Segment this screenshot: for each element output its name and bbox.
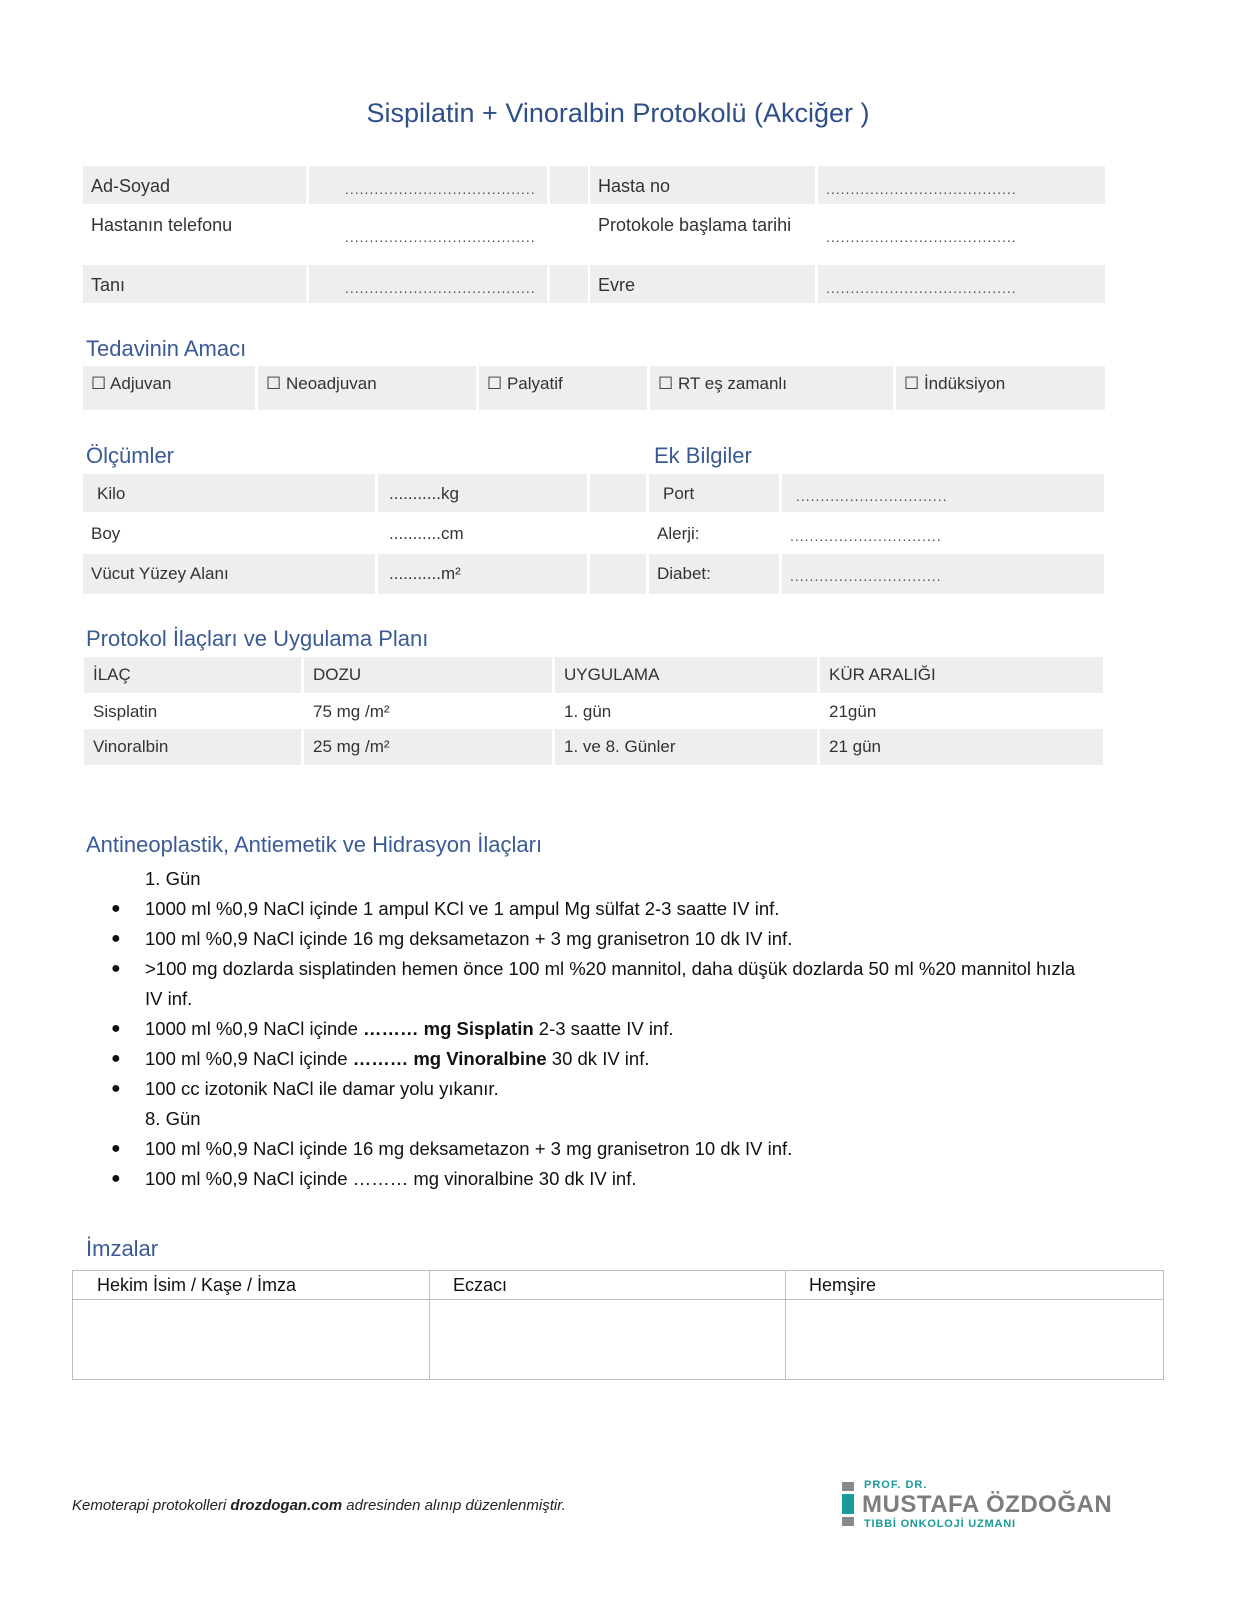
table-cell: 1. gün: [564, 702, 612, 721]
list-item: ● 100 ml %0,9 NaCl içinde ……… mg vinoralbine 30 dk IV inf.: [88, 1164, 1168, 1194]
label-baslama-tarihi: Protokole başlama tarihi: [598, 215, 792, 235]
list-item: ● 100 ml %0,9 NaCl içinde ……… mg Vinoralbine 30 dk IV inf.: [88, 1044, 1168, 1074]
page-title: Sispilatin + Vinoralbin Protokolü (Akciğer ): [366, 98, 870, 128]
checkbox-neoadjuvan[interactable]: ☐ Neoadjuvan: [258, 366, 476, 410]
spacer-cell: [590, 474, 646, 512]
table-cell: Sisplatin: [93, 702, 158, 721]
field-boy[interactable]: ...........cm: [389, 524, 464, 543]
section-title-ilaclar: Antineoplastik, Antiemetik ve Hidrasyon İlaçları: [86, 832, 543, 857]
checkbox-palyatif[interactable]: ☐ Palyatif: [479, 366, 647, 410]
bullet-icon: ●: [111, 1140, 121, 1157]
field-port[interactable]: ...............................: [782, 474, 1104, 512]
signature-box-hemsire[interactable]: [785, 1271, 1163, 1379]
table-cell: 21gün: [829, 702, 877, 721]
field-telefon[interactable]: .......................................: [345, 229, 536, 245]
bullet-icon: ●: [111, 1050, 121, 1067]
signature-table: [72, 1270, 1164, 1380]
logo-prefix: PROF. DR.: [864, 1479, 928, 1491]
label-tani: Tanı: [83, 265, 306, 303]
logo-square-icon: [842, 1482, 854, 1491]
signature-box-eczaci[interactable]: [429, 1271, 786, 1379]
checkbox-rt-es-zamanli[interactable]: ☐ RT eş zamanlı: [650, 366, 893, 410]
spacer-cell: [550, 166, 588, 204]
plan-header-dozu: DOZU: [304, 657, 552, 693]
logo-title: TIBBİ ONKOLOJİ UZMANI: [864, 1518, 1016, 1530]
checkbox-adjuvan[interactable]: ☐ Adjuvan: [83, 366, 255, 410]
list-item: ● 100 ml %0,9 NaCl içinde 16 mg deksametazon + 3 mg granisetron 10 dk IV inf.: [88, 1134, 1168, 1164]
label-diabet: Diabet:: [649, 554, 779, 594]
label-boy: Boy: [91, 524, 121, 543]
section-title-amac: Tedavinin Amacı: [86, 336, 247, 361]
footer-link[interactable]: drozdogan.com: [230, 1497, 343, 1514]
signature-header-hekim: Hekim İsim / Kaşe / İmza: [73, 1271, 429, 1300]
logo-bar-icon: [842, 1494, 854, 1514]
label-evre: Evre: [590, 265, 815, 303]
list-item: ● >100 mg dozlarda sisplatinden hemen önce 100 ml %20 mannitol, daha düşük dozlarda 50 ml %20 mannitol hızla: [88, 954, 1168, 984]
table-cell: 21 gün: [820, 729, 1103, 765]
list-item-day-label: 1. Gün: [145, 868, 201, 889]
list-item-continuation: IV inf.: [145, 988, 193, 1009]
list-item-day-label: 8. Gün: [145, 1108, 201, 1129]
plan-header-uygulama: UYGULAMA: [555, 657, 817, 693]
label-vya: Vücut Yüzey Alanı: [83, 554, 375, 594]
list-item: ● 1000 ml %0,9 NaCl içinde ……… mg Sisplatin 2-3 saatte IV inf.: [88, 1014, 1168, 1044]
table-cell: 25 mg /m²: [304, 729, 552, 765]
bullet-icon: ●: [111, 1170, 121, 1187]
signature-header-hemsire: Hemşire: [785, 1271, 1163, 1300]
list-item: ● 1000 ml %0,9 NaCl içinde 1 ampul KCl ve 1 ampul Mg sülfat 2-3 saatte IV inf.: [88, 894, 1168, 924]
label-hasta-no: Hasta no: [590, 166, 815, 204]
logo-square-icon: [842, 1517, 854, 1526]
bullet-icon: ●: [111, 1020, 121, 1037]
field-kilo[interactable]: ...........kg: [378, 474, 587, 512]
signature-box-hekim[interactable]: [73, 1271, 430, 1379]
signature-header-eczaci: Eczacı: [429, 1271, 785, 1300]
label-alerji: Alerji:: [657, 524, 700, 543]
list-item: ● 100 ml %0,9 NaCl içinde 16 mg deksametazon + 3 mg granisetron 10 dk IV inf.: [88, 924, 1168, 954]
field-hasta-no[interactable]: .......................................: [818, 166, 1105, 204]
plan-header-kur-araligi: KÜR ARALIĞI: [820, 657, 1103, 693]
table-cell: 75 mg /m²: [313, 702, 390, 721]
footer-note: Kemoterapi protokolleri drozdogan.com adresinden alınıp düzenlenmiştir.: [72, 1497, 566, 1514]
logo-name: MUSTAFA ÖZDOĞAN: [862, 1491, 1113, 1518]
section-title-ek-bilgiler: Ek Bilgiler: [654, 443, 752, 468]
label-telefon: Hastanın telefonu: [91, 215, 233, 235]
bullet-icon: ●: [111, 900, 121, 917]
section-title-plan: Protokol İlaçları ve Uygulama Planı: [86, 626, 429, 651]
table-cell: Vinoralbin: [84, 729, 301, 765]
bullet-icon: ●: [111, 930, 121, 947]
label-kilo: Kilo: [83, 474, 375, 512]
field-diabet[interactable]: ...............................: [782, 554, 1104, 594]
doctor-logo: [842, 1479, 1142, 1532]
spacer-cell: [550, 265, 588, 303]
table-cell: 1. ve 8. Günler: [555, 729, 817, 765]
spacer-cell: [590, 554, 646, 594]
checkbox-induksiyon[interactable]: ☐ İndüksiyon: [896, 366, 1105, 410]
bullet-icon: ●: [111, 1080, 121, 1097]
section-title-olcumler: Ölçümler: [86, 443, 175, 468]
list-item: ● 100 cc izotonik NaCl ile damar yolu yıkanır.: [88, 1074, 1168, 1104]
section-title-imzalar: İmzalar: [86, 1236, 159, 1261]
ilac-list: [88, 864, 1168, 1194]
plan-header-ilac: İLAÇ: [84, 657, 301, 693]
field-vya[interactable]: ...........m²: [378, 554, 587, 594]
bullet-icon: ●: [111, 960, 121, 977]
field-tani[interactable]: .......................................: [309, 265, 547, 303]
field-ad-soyad[interactable]: .......................................: [309, 166, 547, 204]
label-ad-soyad: Ad-Soyad: [83, 166, 306, 204]
field-alerji[interactable]: ...............................: [790, 528, 942, 544]
field-baslama-tarihi[interactable]: .......................................: [826, 229, 1017, 245]
field-evre[interactable]: .......................................: [818, 265, 1105, 303]
label-port: Port: [649, 474, 779, 512]
